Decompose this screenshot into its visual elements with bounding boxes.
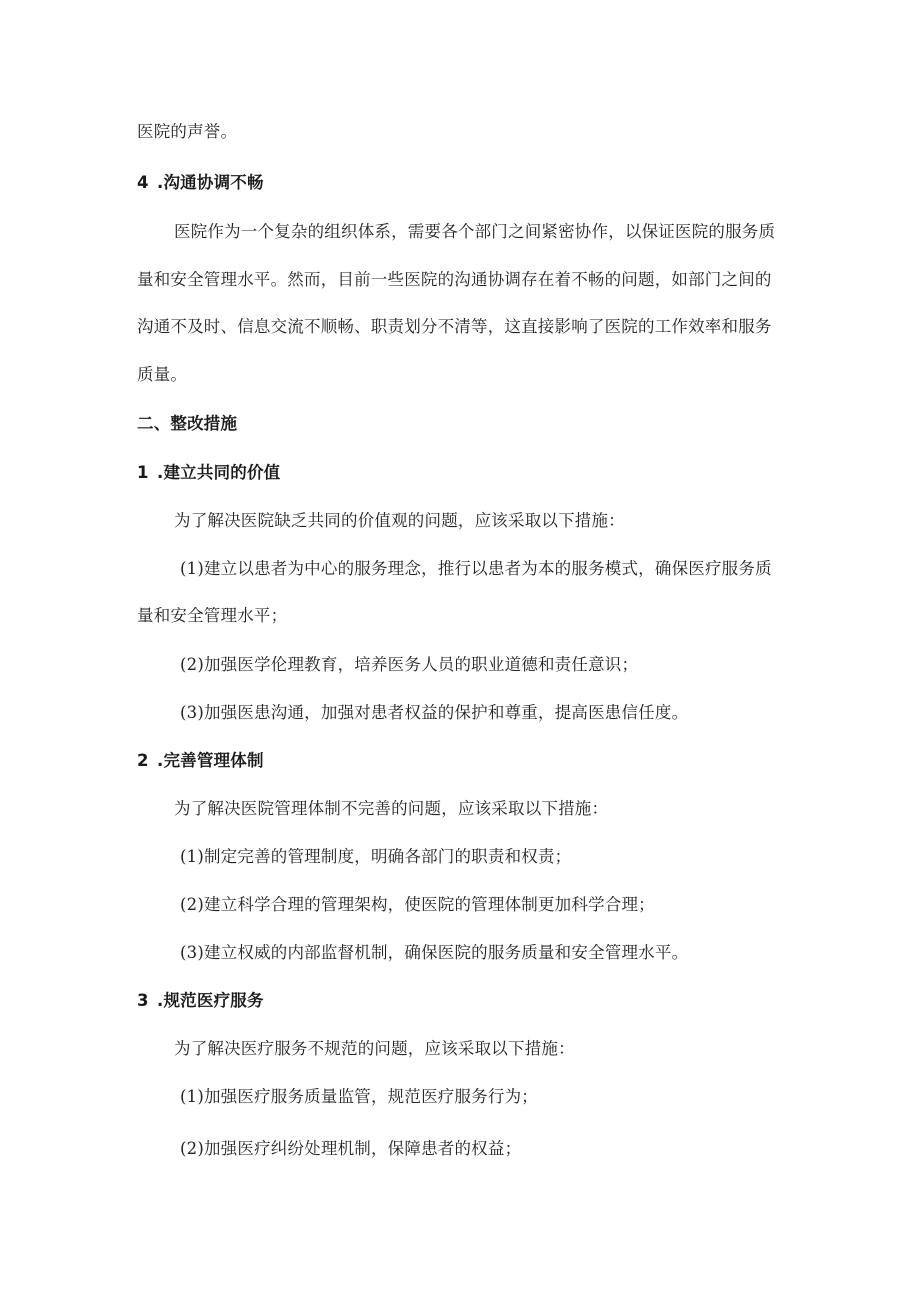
- list-item-text: 加强医患沟通，加强对患者权益的保护和尊重，提高医患信任度。: [203, 703, 689, 722]
- list-item-number: (2): [180, 655, 204, 674]
- subheading-text: .建立共同的价值: [157, 463, 281, 482]
- list-item: [180, 1137, 800, 1161]
- paragraph-line: 量和安全管理水平。然而，目前一些医院的沟通协调存在着不畅的问题，如部门之间的: [137, 270, 772, 289]
- subheading-number: 2: [137, 751, 149, 770]
- list-item: [180, 1085, 800, 1109]
- list-item-number: (1): [180, 1087, 204, 1106]
- list-item-text: 制定完善的管理制度，明确各部门的职责和权责；: [203, 847, 572, 866]
- list-item-number: (2): [180, 895, 204, 914]
- list-item-text: 加强医疗服务质量监管，规范医疗服务行为；: [203, 1087, 538, 1106]
- paragraph-line: 为了解决医院管理体制不完善的问题，应该采取以下措施：: [174, 799, 609, 818]
- subheading-number: 1: [137, 463, 149, 482]
- subheading-text: .规范医疗服务: [157, 991, 264, 1010]
- list-item-number: (1): [180, 847, 204, 866]
- paragraph-line: 量和安全管理水平；: [137, 606, 288, 625]
- paragraph-line: 为了解决医疗服务不规范的问题，应该采取以下措施：: [174, 1039, 575, 1058]
- list-item: [180, 701, 800, 725]
- list-item: [180, 845, 800, 869]
- subheading-number: 3: [137, 991, 149, 1010]
- list-item: [180, 557, 800, 581]
- subheading-communication: [137, 171, 797, 195]
- list-item-number: (1): [180, 559, 204, 578]
- subheading-text: .沟通协调不畅: [157, 173, 264, 192]
- subheading-management: [137, 749, 797, 773]
- list-item-number: (3): [180, 943, 204, 962]
- paragraph-line: 质量。: [137, 365, 188, 384]
- subheading-text: .完善管理体制: [157, 751, 264, 770]
- list-item-number: (2): [180, 1139, 204, 1158]
- list-item-text: 加强医疗纠纷处理机制，保障患者的权益；: [203, 1139, 522, 1158]
- list-item-text: 建立以患者为中心的服务理念，推行以患者为本的服务模式，确保医疗服务质: [203, 559, 772, 578]
- list-item-text: 建立权威的内部监督机制，确保医院的服务质量和安全管理水平。: [203, 943, 689, 962]
- paragraph-line: 为了解决医院缺乏共同的价值观的问题，应该采取以下措施：: [174, 511, 625, 530]
- list-item-number: (3): [180, 703, 204, 722]
- section-heading: 二、整改措施: [137, 414, 238, 433]
- subheading-number: 4: [137, 173, 149, 192]
- paragraph-line: 医院的声誉。: [137, 122, 238, 141]
- subheading-shared-values: [137, 461, 797, 485]
- list-item: [180, 893, 800, 917]
- list-item-text: 加强医学伦理教育，培养医务人员的职业道德和责任意识；: [203, 655, 639, 674]
- list-item: [180, 941, 800, 965]
- list-item: [180, 653, 800, 677]
- paragraph-line: 沟通不及时、信息交流不顺畅、职责划分不清等，这直接影响了医院的工作效率和服务: [137, 317, 772, 336]
- paragraph-line: 医院作为一个复杂的组织体系，需要各个部门之间紧密协作，以保证医院的服务质: [174, 222, 776, 241]
- list-item-text: 建立科学合理的管理架构，使医院的管理体制更加科学合理；: [203, 895, 655, 914]
- subheading-medical-service: [137, 989, 797, 1013]
